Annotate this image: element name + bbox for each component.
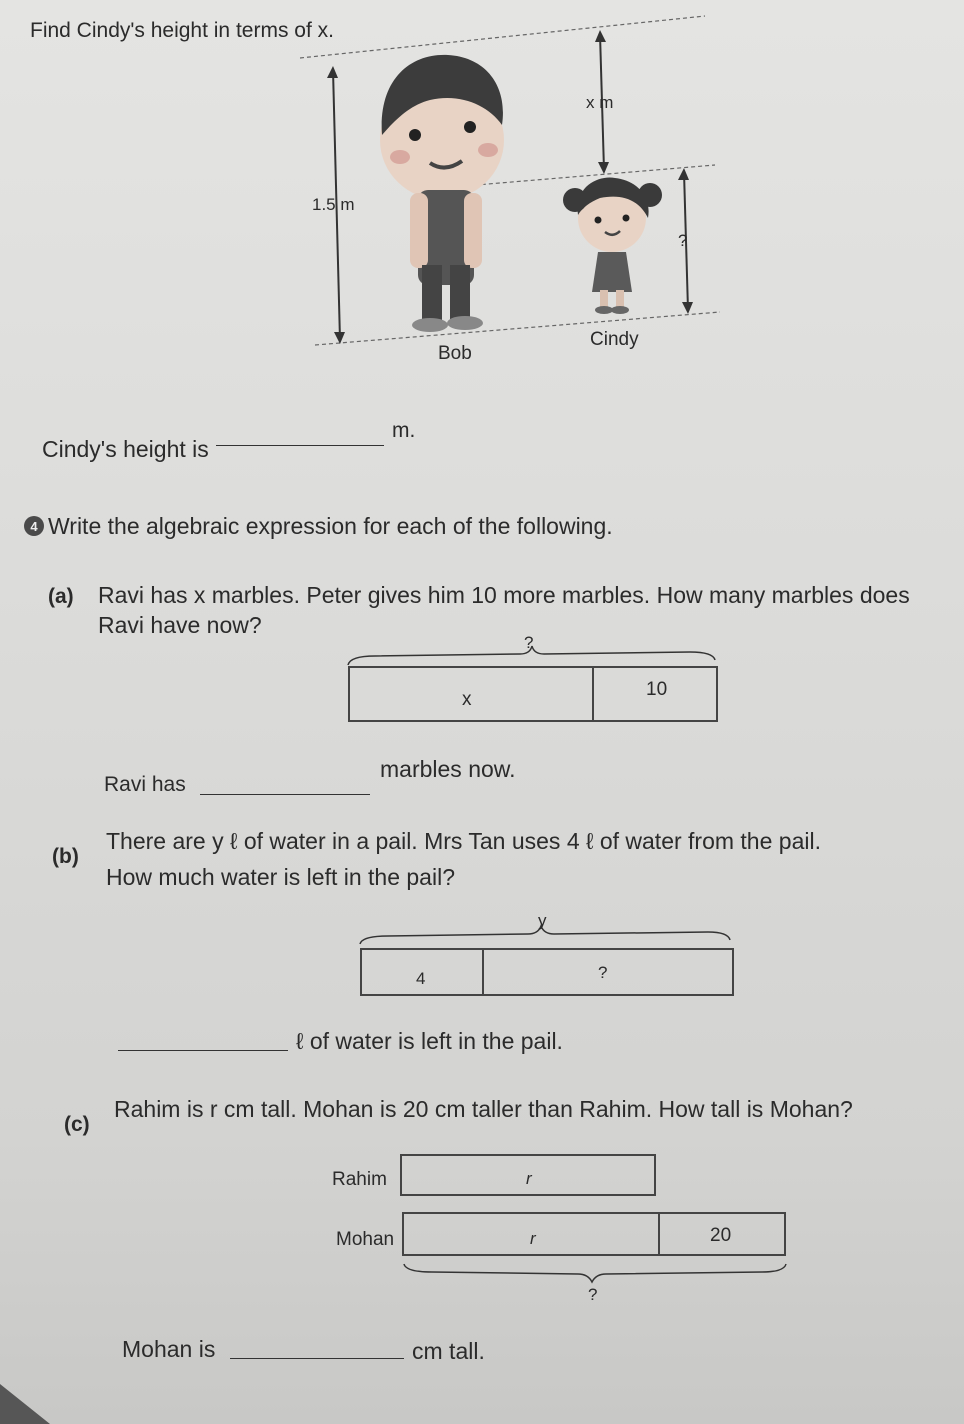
- q4a-bar-divider: [592, 668, 594, 720]
- q4c-mohan-bar-divider: [658, 1214, 660, 1254]
- q4c-label-text: (c): [64, 1113, 90, 1136]
- q4b-text-line2: How much water is left in the pail?: [106, 864, 455, 890]
- q4c-text-line1: Rahim is r cm tall. Mohan is 20 cm taller than Rahim. How tall is Mohan?: [114, 1096, 853, 1122]
- question-number-badge: 4: [24, 516, 44, 536]
- q4c-mohan-bar-part2: 20: [710, 1225, 732, 1246]
- q4c-total-label: ?: [588, 1285, 598, 1304]
- q4c-rahim-bar-value: r: [526, 1169, 532, 1188]
- q4a-answer-blank[interactable]: [200, 794, 370, 795]
- label-cindy: Cindy: [590, 329, 639, 350]
- q4a-answer-prefix: Ravi has: [104, 773, 186, 796]
- q4b-bar-part1: 4: [416, 969, 426, 988]
- intro-question: Find Cindy's height in terms of x.: [30, 19, 334, 42]
- q4b-total-label: y: [538, 911, 547, 930]
- q4c-mohan-bar: [402, 1212, 786, 1256]
- q4a-text-line2: Ravi have now?: [98, 612, 262, 638]
- label-bob-height: 1.5 m: [312, 195, 355, 214]
- bob-figure: [370, 45, 520, 345]
- q4a-label: [48, 586, 74, 607]
- q4c-total-brace: [402, 1258, 792, 1288]
- page-corner-shadow: [0, 1384, 50, 1424]
- q4b-label: [52, 846, 79, 867]
- q4a-bar-part2: 10: [646, 679, 668, 700]
- cindy-figure: [560, 170, 670, 320]
- q4c-mohan-label: Mohan: [336, 1229, 395, 1250]
- q4b-answer-suffix: ℓ of water is left in the pail.: [296, 1028, 563, 1054]
- q4c-rahim-label: Rahim: [332, 1169, 387, 1190]
- q4b-bar-model: [360, 948, 734, 996]
- q4b-label-text: (b): [52, 845, 79, 868]
- q4a-answer-suffix: marbles now.: [380, 756, 516, 782]
- q4c-rahim-bar: [400, 1154, 656, 1196]
- q4a-bar-part1: x: [462, 689, 472, 710]
- q4b-bar-divider: [482, 950, 484, 994]
- label-bob: Bob: [438, 343, 472, 364]
- q4c-mohan-bar-part1: r: [530, 1229, 536, 1248]
- intro-answer-blank[interactable]: [216, 445, 384, 446]
- label-x-m: x m: [586, 93, 614, 112]
- q4a-label-text: (a): [48, 585, 74, 608]
- q4c-label: [64, 1114, 90, 1135]
- q4b-answer-blank[interactable]: [118, 1050, 288, 1051]
- q4c-answer-prefix: Mohan is: [122, 1336, 216, 1362]
- intro-answer-suffix: m.: [392, 419, 416, 442]
- q4a-text-line1: Ravi has x marbles. Peter gives him 10 more marbles. How many marbles does: [98, 582, 910, 608]
- q4a-total-label: ?: [524, 633, 534, 652]
- q4c-answer-suffix: cm tall.: [412, 1338, 485, 1364]
- q4-instruction: Write the algebraic expression for each of the following.: [48, 513, 613, 539]
- q4b-bar-part2: ?: [598, 963, 608, 982]
- q4b-text-line1: There are y ℓ of water in a pail. Mrs Tan uses 4 ℓ of water from the pail.: [106, 828, 821, 854]
- label-cindy-unknown: ?: [678, 231, 688, 250]
- q4c-answer-blank[interactable]: [230, 1358, 404, 1359]
- q4a-bar-model: [348, 666, 718, 722]
- intro-answer-prefix: Cindy's height is: [42, 436, 209, 462]
